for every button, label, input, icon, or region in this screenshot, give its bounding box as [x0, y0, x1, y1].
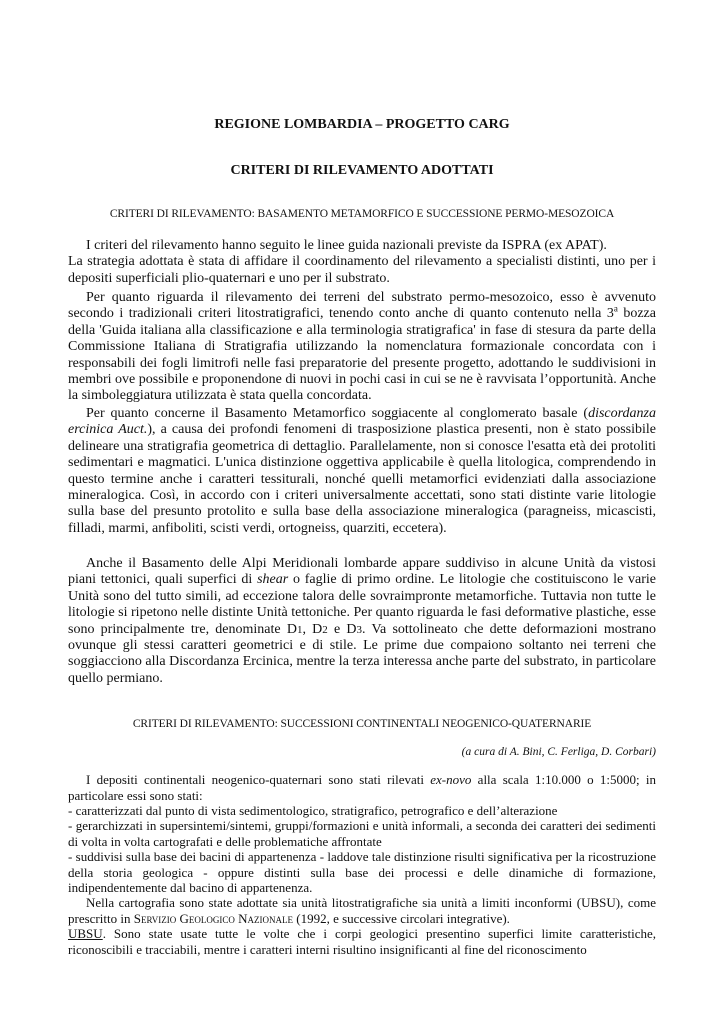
list-item: - gerarchizzati in supersintemi/sintemi, gruppi/formazioni e unità informali, a seconda dei caratteri dei sedimenti di volta in volta cartografati e delle problematiche affrontate: [68, 818, 656, 849]
paragraph: I depositi continentali neogenico-quaternari sono stati rilevati ex-novo alla scala 1:10.000 o 1:5000; in particolare essi sono stati:: [68, 772, 656, 803]
document-subtitle: CRITERI DI RILEVAMENTO ADOTTATI: [230, 163, 494, 178]
document-title: REGIONE LOMBARDIA – PROGETTO CARG: [214, 117, 510, 132]
list-item: - suddivisi sulla base dei bacini di appartenenza - laddove tale distinzione risulti significativa per la ricostruzione della storia geologica - oppure distinti sulla base dei processi e delle dinamiche di formazione, indipendentemente dal bacino di appartenenza.: [68, 849, 656, 896]
section-heading-basamento: CRITERI DI RILEVAMENTO: BASAMENTO METAMORFICO E SUCCESSIONE PERMO-MESOZOICA: [109, 208, 615, 220]
section-heading-continentali: CRITERI DI RILEVAMENTO: SUCCESSIONI CONTINENTALI NEOGENICO-QUATERNARIE: [132, 718, 592, 730]
author-credit: (a cura di A. Bini, C. Ferliga, D. Corbari): [461, 746, 656, 758]
paragraph: UBSU. Sono state usate tutte le volte che i corpi geologici presentino superfici limite caratteristiche, riconoscibili e tracciabili, mentre i caratteri interni risultino insignificanti al fine del riconoscimento: [68, 926, 656, 957]
paragraph: Anche il Basamento delle Alpi Meridionali lombarde appare suddiviso in alcune Unità da vistosi piani tettonici, quali superfici di shear o faglie di primo ordine. Le litologie che costituiscono le varie Unità sono del tutto simili, ad eccezione talora delle sovraimpronte metamorfiche. Tuttavia non tutte le litologie si ripetono nelle distinte Unità tettoniche. Per quanto riguarda le fasi deformative plastiche, esse sono principalmente tre, denominate D1, D2 e D3. Va sottolineato che dette deformazioni mostrano ovunque gli stessi caratteri geometrici e di stile. Le prime due compaiono soltanto nei terreni che soggiacciono alla Discordanza Ercinica, mentre la terza interessa anche parte del substrato, in particolare quello permiano.: [68, 556, 656, 686]
paragraph: Per quanto riguarda il rilevamento dei terreni del substrato permo-mesozoico, esso è avvenuto secondo i tradizionali criteri litostratigrafici, tenendo conto anche di quanto contenuto nella 3$^a$ bozza della 'Guida italiana alla classificazione e alla terminologia stratigrafica' in fase di stesura da parte della Commissione Italiana di Stratigrafia utilizzando la nomenclatura formazionale concordata con i responsabili dei fogli limitrofi nelle fasi preparatorie del presente progetto, adottando le suddivisioni in membri ove possibile e proponendone di nuovi in pochi casi in cui se ne è ravvisata l’opportunità. Anche la simboleggiatura utilizzata è stata quella concordata.: [68, 290, 656, 404]
list-item: - caratterizzati dal punto di vista sedimentologico, stratigrafico, petrografico e dell’alterazione: [68, 803, 558, 818]
paragraph: Nella cartografia sono state adottate sia unità litostratigrafiche sia unità a limiti inconformi (UBSU), come prescritto in Servizio Geologico Nazionale (1992, e successive circolari integrative).: [68, 895, 656, 926]
paragraph: Per quanto concerne il Basamento Metamorfico soggiacente al conglomerato basale (discordanza ercinica Auct.), a causa dei profondi fenomeni di trasposizione plastica presenti, non è stato possibile delineare una stratigrafia geometrica di dettaglio. Parallelamente, non si conosce l'esatta età dei protoliti sedimentari e magmatici. L'unica distinzione oggettiva applicabile è quella litologica, comprendendo in questo termine anche i caratteri tessiturali, nonché quelli metamorfici evidenziati dalla associazione mineralogica. Così, in accordo con i criteri universalmente accettati, sono stati distinte varie litologie sulla base del presunto protolito e sulla base della associazione mineralogica (paragneiss, micascisti, filladi, marmi, anfiboliti, scisti verdi, ortogneiss, quarziti, eccetera).: [68, 406, 656, 536]
paragraph: I criteri del rilevamento hanno seguito le linee guida nazionali previste da ISPRA (ex APAT). La strategia adottata è stata di affidare il coordinamento del rilevamento a specialisti distinti, uno per i depositi superficiali plio-quaternari e uno per il substrato.: [68, 238, 656, 286]
